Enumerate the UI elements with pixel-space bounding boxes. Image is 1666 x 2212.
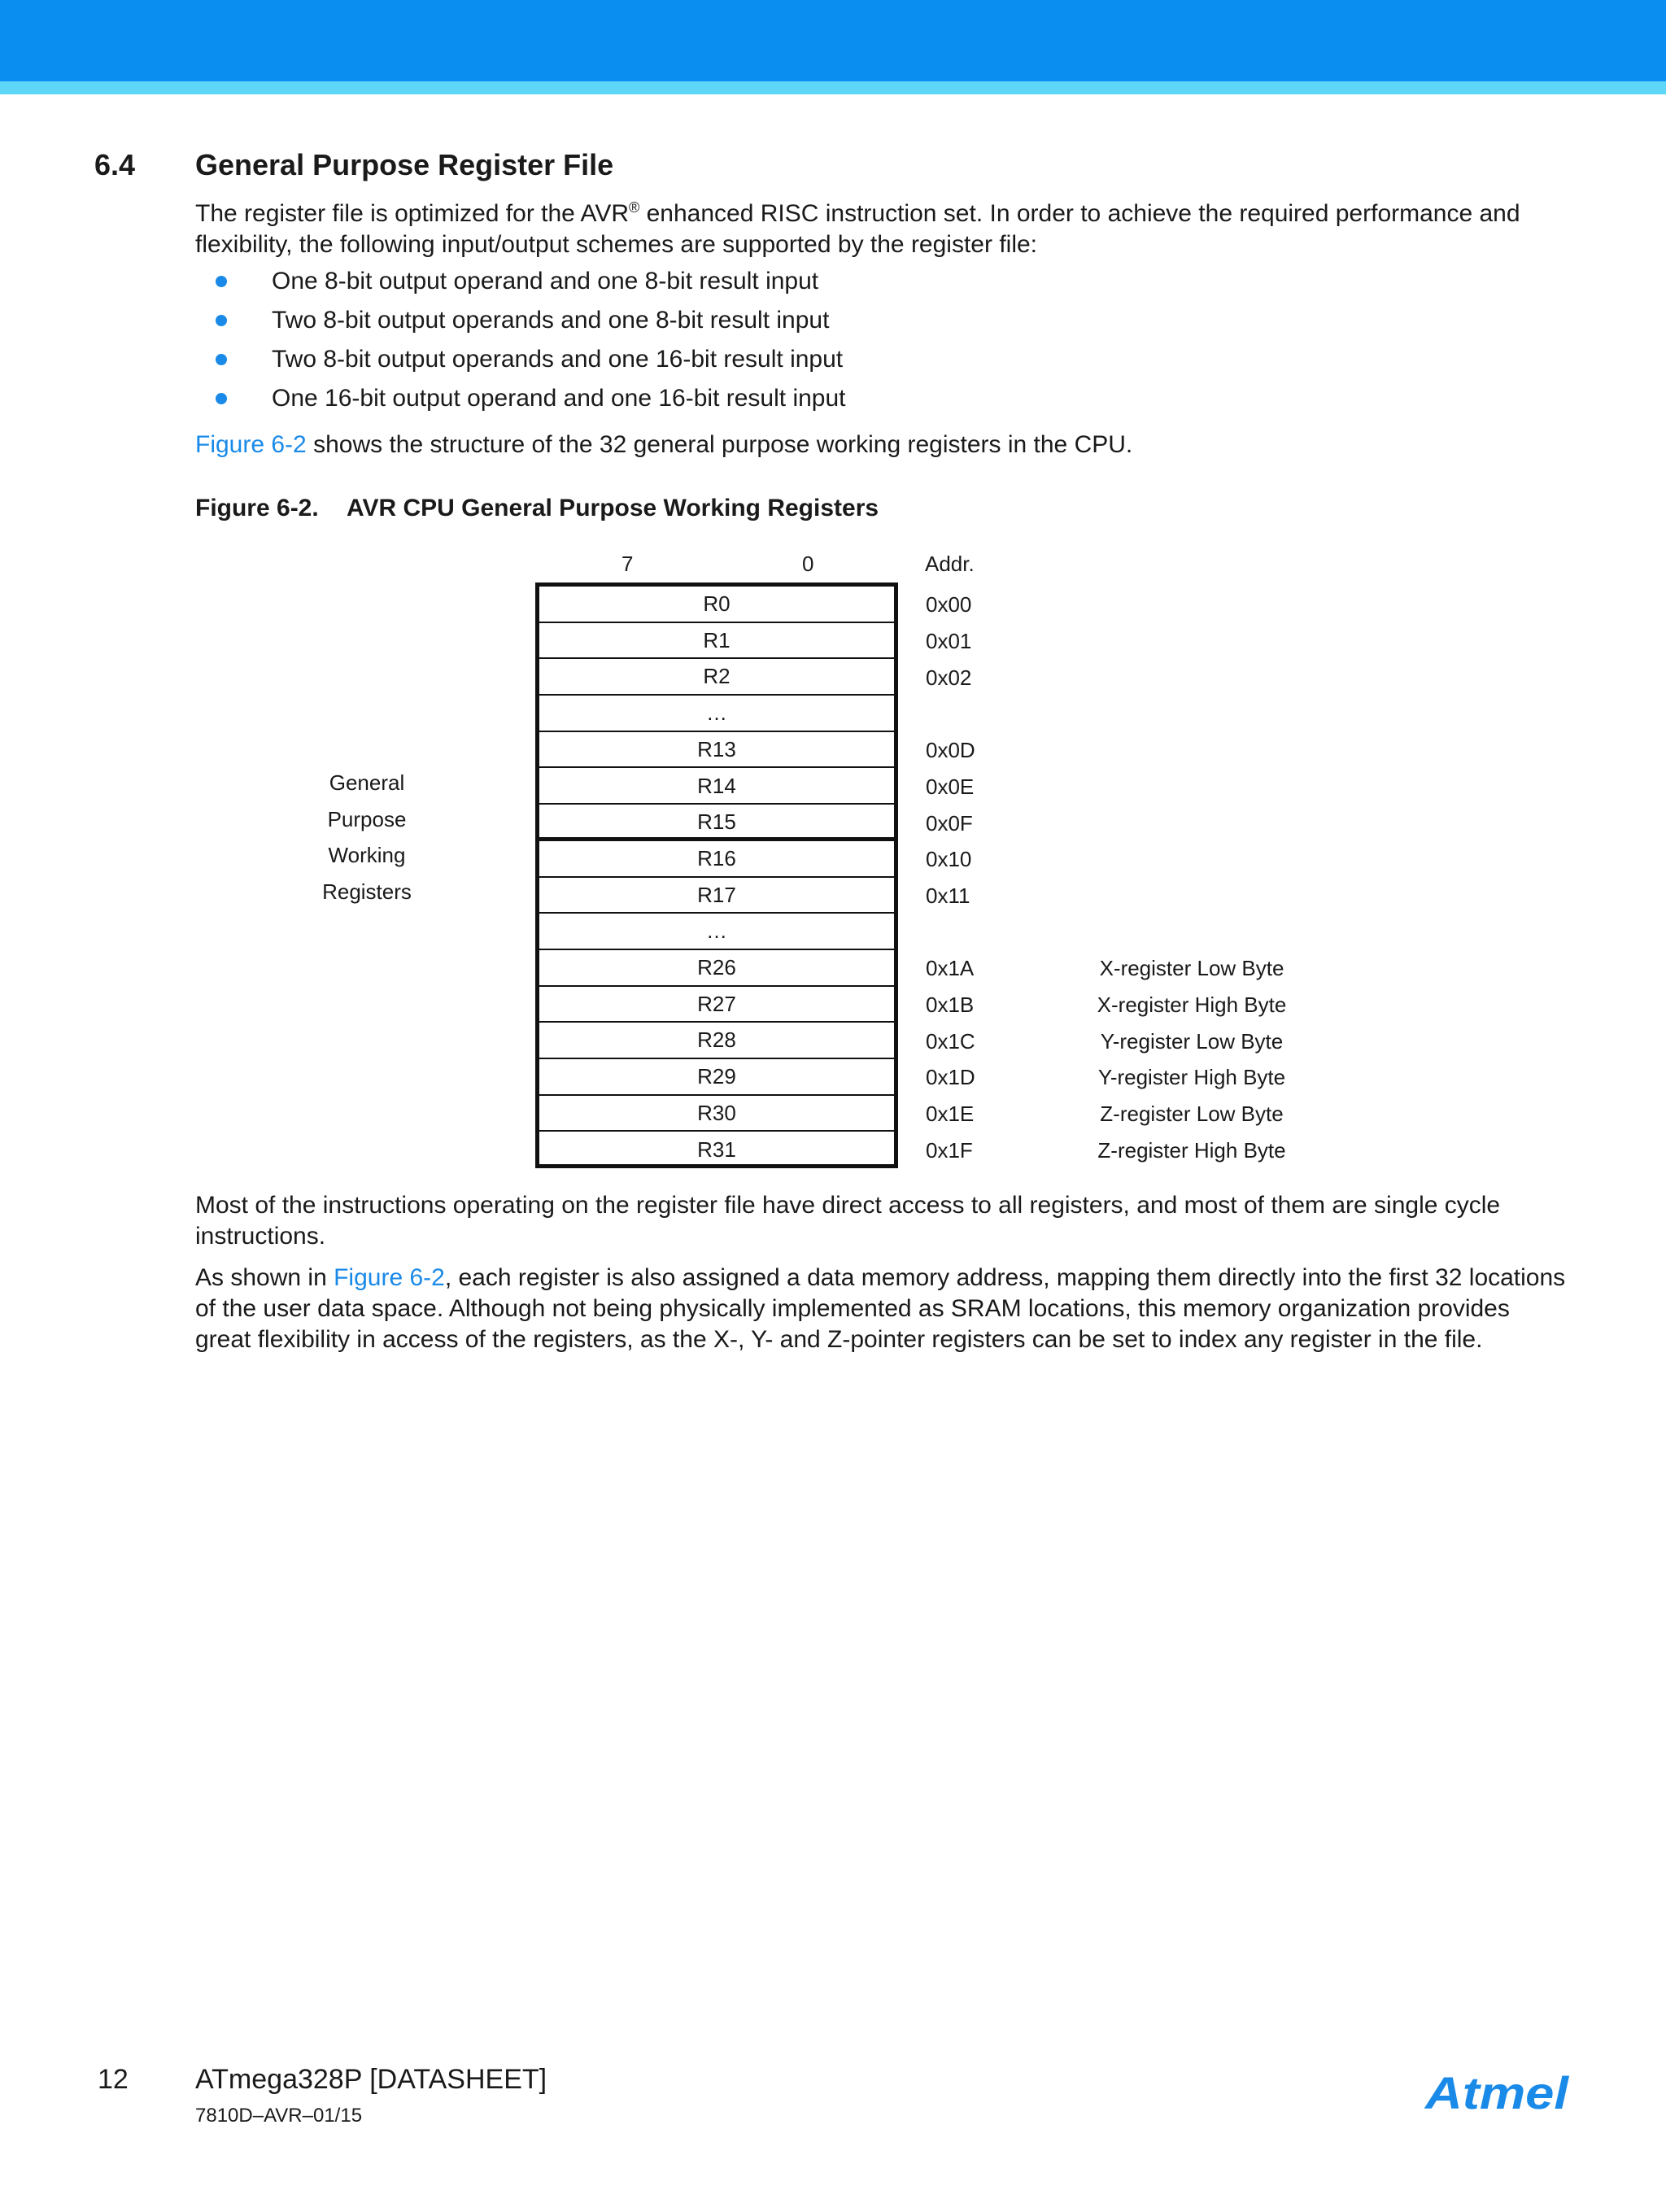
register-row: R14 — [539, 769, 894, 805]
side-label — [301, 765, 433, 910]
list-item-text: Two 8-bit output operands and one 16-bit result input — [272, 346, 844, 373]
figure-caption-number: Figure 6-2. — [195, 495, 319, 521]
bit-0-label: 0 — [802, 552, 814, 576]
register-address: 0x1F — [926, 1137, 973, 1163]
register-address: 0x10 — [926, 847, 972, 872]
register-row: R30 — [539, 1096, 894, 1132]
figure-6-2-link[interactable]: Figure 6-2 — [334, 1264, 445, 1291]
register-address: 0x1D — [926, 1065, 975, 1090]
list-item-text: One 16-bit output operand and one 16-bit result input — [272, 385, 846, 412]
intro-text-1: The register file is optimized for the AVR — [195, 200, 629, 227]
registered-mark: ® — [629, 199, 640, 216]
atmel-logo — [1424, 2066, 1570, 2120]
register-address: 0x01 — [926, 629, 972, 654]
register-address: 0x1E — [926, 1102, 975, 1127]
register-row: R26 — [539, 950, 894, 987]
register-row: R1 — [539, 623, 894, 660]
register-row: R31 — [697, 1137, 736, 1162]
figure-6-2-link[interactable]: Figure 6-2 — [195, 431, 307, 458]
register-address: 0x02 — [926, 665, 972, 690]
list-item-text: One 8-bit output operand and one 8-bit result input — [272, 268, 819, 294]
intro-text-2: enhanced RISC instruction set. In order to achieve the required performance and flexibility, the following input/output schemes are supported by the register file: — [195, 200, 1520, 258]
figure-reference-text: shows the structure of the 32 general purpose working registers in the CPU. — [306, 431, 1133, 458]
register-row: R28 — [539, 1023, 894, 1059]
register-address: 0x0D — [926, 738, 975, 763]
mapping-text-2: , each register is also assigned a data memory address, mapping them directly into the first 32 locations of the user data space. Although not being physically implemented as SRAM locations, this memory organization provides great flexibility in access of the registers, as the X-, Y- and Z-pointer registers can be set to index any register in the file. — [195, 1264, 1566, 1353]
register-row: … — [539, 914, 894, 950]
register-note: Y-register Low Byte — [1100, 1028, 1284, 1054]
side-label-line: General — [329, 770, 405, 795]
register-note: Y-register High Byte — [1097, 1065, 1286, 1090]
list-item-text: Two 8-bit output operands and one 8-bit result input — [272, 307, 830, 334]
register-address: 0x11 — [926, 883, 970, 908]
register-note: X-register Low Byte — [1099, 956, 1284, 981]
register-row: R13 — [539, 732, 894, 769]
register-note: Z-register Low Byte — [1100, 1102, 1284, 1127]
register-address: 0x1B — [926, 993, 975, 1018]
register-row: R17 — [539, 878, 894, 914]
register-file-box — [535, 582, 898, 1168]
register-note: X-register High Byte — [1097, 993, 1287, 1018]
register-row: R29 — [539, 1059, 894, 1096]
address-header: Addr. — [925, 552, 975, 576]
register-address: 0x00 — [926, 592, 972, 617]
section-title: General Purpose Register File — [195, 148, 614, 181]
register-address: 0x0E — [926, 774, 975, 799]
mapping-text-1: As shown in — [195, 1264, 334, 1291]
access-paragraph: Most of the instructions operating on the register file have direct access to all registers, and most of them are single cycle instructions. — [195, 1192, 1501, 1250]
register-row: R2 — [539, 659, 894, 696]
register-row: … — [539, 696, 894, 732]
register-note: Z-register High Byte — [1097, 1137, 1286, 1163]
document-title: ATmega328P [DATASHEET] — [195, 2064, 547, 2095]
side-label-line: Purpose — [327, 806, 407, 831]
section-number: 6.4 — [94, 148, 136, 181]
figure-caption-title: AVR CPU General Purpose Working Registers — [347, 495, 879, 521]
register-row: R0 — [539, 587, 894, 623]
register-row: R27 — [539, 987, 894, 1023]
side-label-line: Working — [328, 843, 406, 868]
logo-text: Atmel — [1424, 2067, 1570, 2118]
memory-mapping-paragraph — [195, 1263, 1570, 1355]
register-row: R15 — [539, 805, 894, 841]
register-address: 0x1A — [926, 956, 975, 981]
bit-7-label: 7 — [621, 552, 634, 576]
register-address: 0x0F — [926, 810, 973, 835]
register-address: 0x1C — [926, 1028, 975, 1054]
page-number: 12 — [98, 2064, 129, 2095]
side-label-line: Registers — [322, 879, 412, 905]
document-code: 7810D–AVR–01/15 — [195, 2105, 363, 2127]
register-row: R16 — [539, 841, 894, 878]
